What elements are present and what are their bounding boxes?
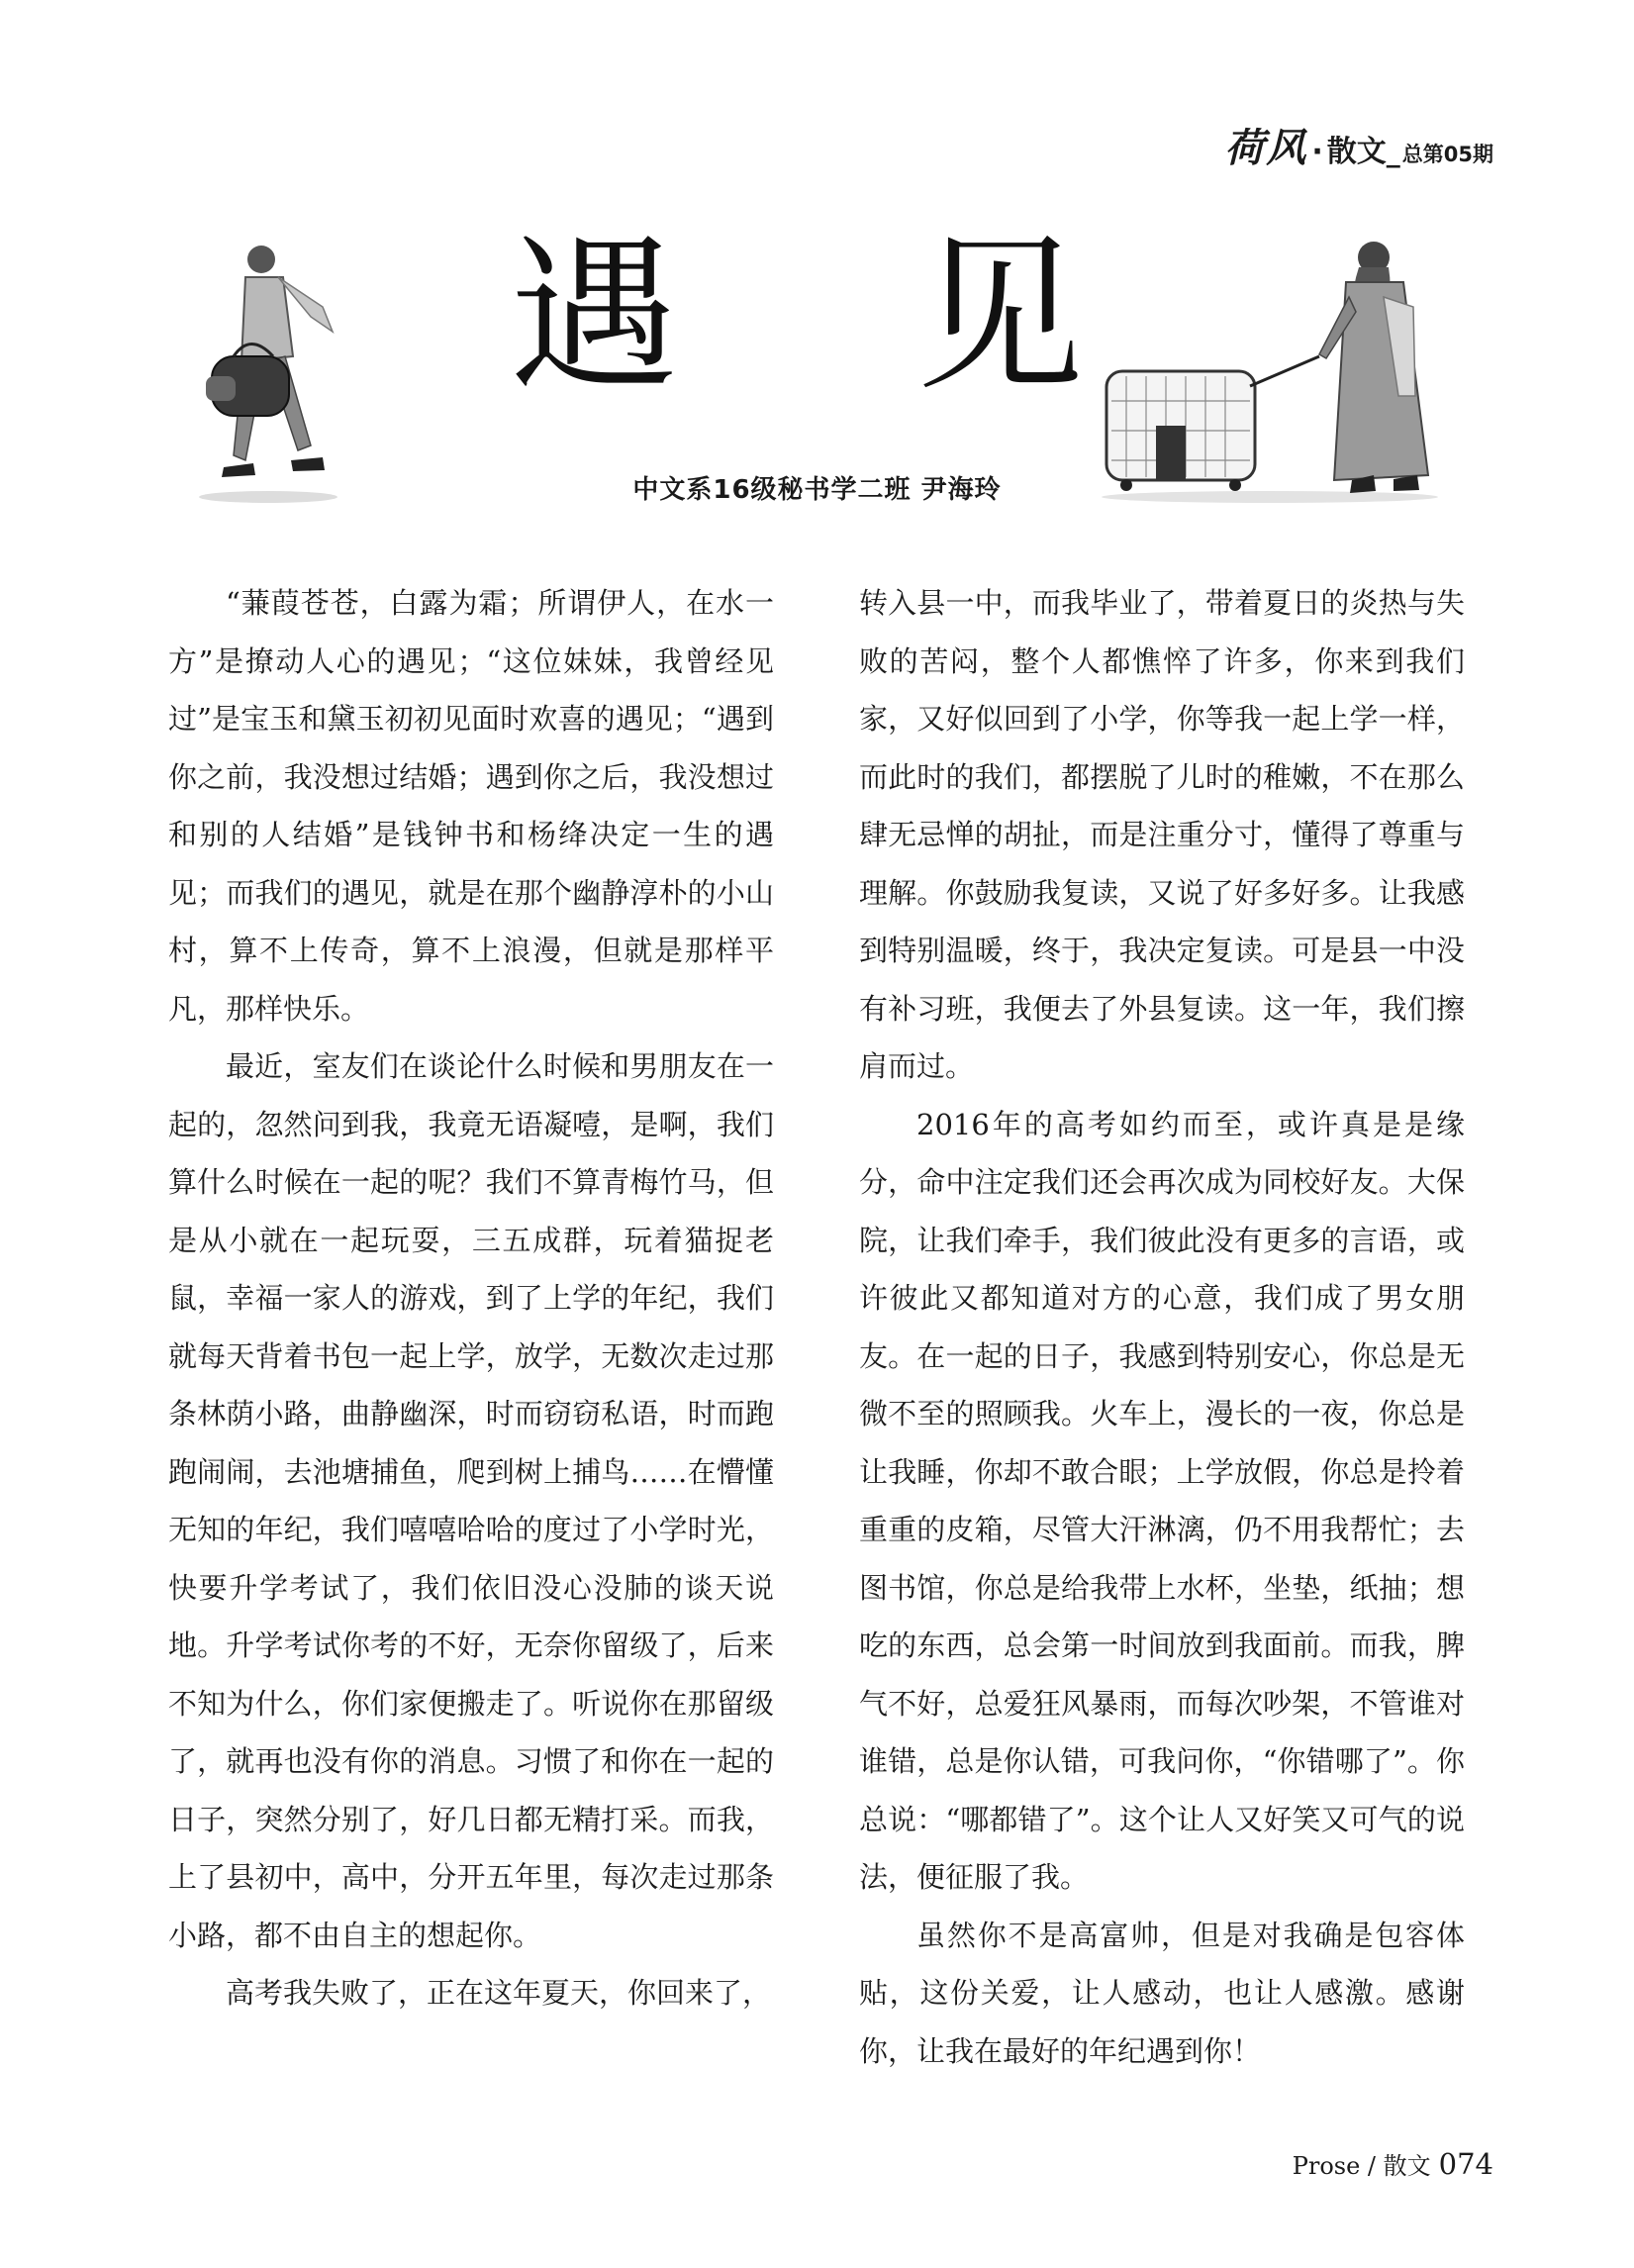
paragraph: 2016年的高考如约而至，或许真是是缘分，命中注定我们还会再次成为同校好友。大保院，让我们牵手，我们彼此没有更多的言语，或许彼此又都知道对方的心意，我们成了男女朋友。在一起的日子，我感到特别安心，你总是无微不至的照顾我。火车上，漫长的一夜，你总是让我睡，你却不敢合眼；上学放假，你总是拎着重重的皮箱，尽管大汗淋漓，仍不用我帮忙；去图书馆，你总是给我带上水杯，坐垫，纸抽；想吃的东西，总会第一时间放到我面前。而我，脾气不好，总爱狂风暴雨，而每次吵架，不管谁对谁错，总是你认错，可我问你，“你错哪了”。你总说：“哪都错了”。这个让人又好笑又可气的说法，便征服了我。 xyxy=(859,1107,1465,1894)
author-byline: 中文系16级秘书学二班 尹海玲 xyxy=(632,475,1002,505)
woman-with-suitcase-illustration xyxy=(1087,238,1453,505)
footer-slash: / xyxy=(1360,2152,1384,2180)
article-title xyxy=(510,219,1084,415)
footer-label: 散文 xyxy=(1383,2152,1431,2180)
article-body xyxy=(168,574,1465,2079)
section-name: 散文 xyxy=(1326,135,1387,169)
paragraph: 最近，室友们在谈论什么时候和男朋友在一起的，忽然问到我，我竟无语凝噎，是啊，我们算什么时候在一起的呢？我们不算青梅竹马，但是从小就在一起玩耍，三五成群，玩着猫捉老鼠，幸福一家人的游戏，到了上学的年纪，我们就每天背着书包一起上学，放学，无数次走过那条林荫小路，曲静幽深，时而窃窃私语，时而跑跑闹闹，去池塘捕鱼，爬到树上捕鸟……在懵懂无知的年纪，我们嘻嘻哈哈的度过了小学时光，快要升学考试了，我们依旧没心没肺的谈天说地。升学考试你考的不好，无奈你留级了，后来不知为什么，你们家便搬走了。听说你在那留级了，就再也没有你的消息。习惯了和你在一起的日子，突然分别了，好几日都无精打采。而我，上了县初中，高中，分开五年里，每次走过那条小路，都不由自主的想起你。 xyxy=(168,1049,774,1952)
left-column xyxy=(168,574,774,2079)
footer-prose: Prose xyxy=(1292,2152,1361,2180)
page-number: 074 xyxy=(1438,2147,1493,2181)
header-dot: · xyxy=(1311,135,1323,169)
paragraph: 高考我失败了，正在这年夏天，你回来了， xyxy=(226,1976,772,2010)
page-header xyxy=(1224,117,1493,173)
man-walking-illustration xyxy=(184,238,372,505)
right-column xyxy=(859,574,1465,2079)
paragraph: 虽然你不是高富帅，但是对我确是包容体贴，这份关爱，让人感动，也让人感激。感谢你，让我在最好的年纪遇到你！ xyxy=(859,1918,1465,2068)
paragraph-continued: 转入县一中，而我毕业了，带着夏日的炎热与失败的苦闷，整个人都憔悴了许多，你来到我们家，又好似回到了小学，你等我一起上学一样，而此时的我们，都摆脱了儿时的稚嫩，不在那么肆无忌惮的胡扯，而是注重分寸，懂得了尊重与理解。你鼓励我复读，又说了好多好多。让我感到特别温暖，终于，我决定复读。可是县一中没有补习班，我便去了外县复读。这一年，我们擦肩而过。 xyxy=(859,586,1465,1083)
header-underscore: _ xyxy=(1386,136,1400,168)
paragraph: “蒹葭苍苍，白露为霜；所谓伊人，在水一方”是撩动人心的遇见；“这位妹妹，我曾经见过”是宝玉和黛玉初初见面时欢喜的遇见；“遇到你之前，我没想过结婚；遇到你之后，我没想过和别的人结婚”是钱钟书和杨绛决定一生的遇见；而我们的遇见，就是在那个幽静淳朴的小山村，算不上传奇，算不上浪漫，但就是那样平凡，那样快乐。 xyxy=(168,586,774,1026)
page-footer xyxy=(1293,2146,1493,2181)
title-char-1: 遇 xyxy=(510,219,679,415)
magazine-brand: 荷风 xyxy=(1224,125,1308,171)
issue-number: 总第05期 xyxy=(1401,143,1493,166)
title-char-2: 见 xyxy=(914,219,1084,415)
